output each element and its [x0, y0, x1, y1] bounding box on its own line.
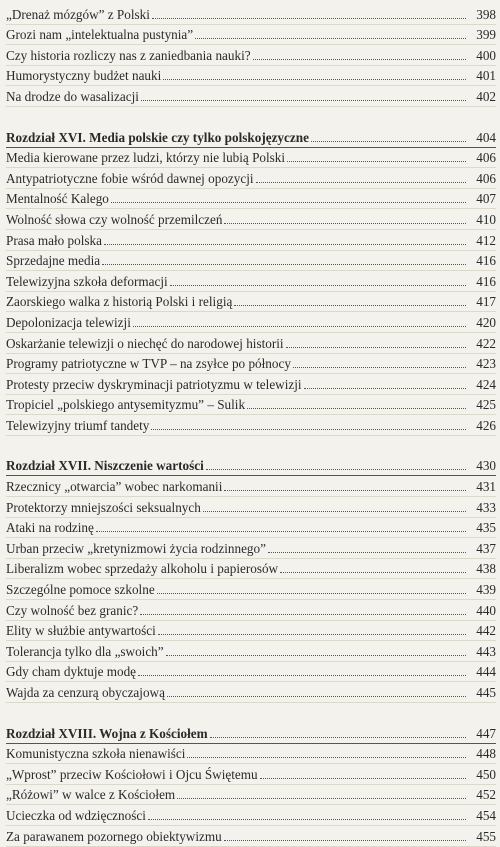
toc-entry	[6, 662, 496, 683]
entry-title: Protesty przeciw dyskryminacji patriotyzmu w telewizji	[6, 376, 302, 392]
page-number: 401	[476, 68, 496, 84]
dot-leader	[111, 202, 466, 203]
toc-entry	[6, 86, 496, 107]
entry-title: Urban przeciw „kretynizmowi życia rodzinnego”	[6, 540, 266, 556]
entry-title: Oskarżanie telewizji o niechęć do narodowej historii	[6, 335, 284, 351]
page-number: 402	[476, 88, 496, 104]
toc-entry	[6, 66, 496, 87]
page-number: 448	[476, 746, 496, 762]
toc-entry	[6, 497, 496, 518]
dot-leader	[287, 161, 466, 162]
page-number: 431	[476, 479, 496, 495]
dot-leader	[247, 408, 466, 409]
dot-leader	[148, 819, 466, 820]
page-number: 442	[476, 623, 496, 639]
entry-title: Telewizyjna szkoła deformacji	[6, 273, 168, 289]
chapter-heading	[6, 127, 496, 148]
entry-title: Wolność słowa czy wolność przemilczeń	[6, 211, 223, 227]
toc-entry	[6, 805, 496, 826]
dot-leader	[140, 614, 466, 615]
dot-leader	[104, 244, 466, 245]
dot-leader	[167, 696, 466, 697]
page-number: 412	[476, 232, 496, 248]
page-number: 422	[476, 335, 496, 351]
toc-entry	[6, 826, 496, 847]
page-number: 423	[476, 356, 496, 372]
dot-leader	[224, 490, 466, 491]
entry-title: Grozi nam „intelektualna pustynia”	[6, 27, 194, 43]
toc-entry	[6, 271, 496, 292]
page-number: 420	[476, 314, 496, 330]
dot-leader	[96, 531, 466, 532]
entry-title: Depolonizacja telewizji	[6, 314, 131, 330]
entry-title: Ataki na rodzinę	[6, 520, 94, 536]
toc-entry	[6, 292, 496, 313]
toc-entry	[6, 476, 496, 497]
toc-entry	[6, 415, 496, 436]
dot-leader	[224, 840, 466, 841]
dot-leader	[260, 778, 466, 779]
toc-entry	[6, 4, 496, 25]
entry-title: Komunistyczna szkoła nienawiści	[6, 746, 186, 762]
dot-leader	[187, 757, 466, 758]
entry-title: Za parawanem pozornego obiektywizmu	[6, 828, 222, 844]
page-number: 450	[476, 766, 496, 782]
page-number: 406	[476, 150, 496, 166]
dot-leader	[133, 326, 466, 327]
toc-entry	[6, 251, 496, 272]
chapter-heading	[6, 456, 496, 477]
entry-title: Sprzedajne media	[6, 253, 101, 269]
page-number: 435	[476, 520, 496, 536]
dot-leader	[234, 305, 466, 306]
page-number: 417	[476, 294, 496, 310]
page-number: 444	[476, 664, 496, 680]
page-number: 406	[476, 170, 496, 186]
chapter-title: Rozdział XVII. Niszczenie wartości	[6, 458, 204, 474]
dot-leader	[152, 18, 466, 19]
dot-leader	[286, 347, 466, 348]
page-number: 454	[476, 807, 496, 823]
page-number: 445	[476, 685, 496, 700]
entry-title: Mentalność Kalego	[6, 191, 109, 207]
section-gap	[6, 436, 496, 456]
toc-entry	[6, 148, 496, 169]
entry-title: „Drenaż mózgów” z Polski	[6, 6, 150, 22]
entry-title: Protektorzy mniejszości seksualnych	[6, 499, 201, 515]
toc-entry	[6, 538, 496, 559]
toc-entry	[6, 559, 496, 580]
entry-title: Programy patriotyczne w TVP – na zsyłce po północy	[6, 356, 291, 372]
dot-leader	[293, 367, 466, 368]
toc-entry	[6, 230, 496, 251]
page-number: 399	[476, 27, 496, 43]
entry-title: Prasa mało polska	[6, 232, 102, 248]
dot-leader	[206, 469, 466, 470]
page-number: 443	[476, 643, 496, 659]
page-number: 439	[476, 582, 496, 598]
toc-entry	[6, 621, 496, 642]
entry-title: Rzecznicy „otwarcia” wobec narkomanii	[6, 479, 223, 495]
entry-title: Elity w służbie antywartości	[6, 623, 156, 639]
table-of-contents	[6, 4, 496, 847]
entry-title: Czy historia rozliczy nas z zaniedbania nauki?	[6, 47, 251, 63]
chapter-title: Rozdział XVIII. Wojna z Kościołem	[6, 725, 208, 741]
toc-entry	[6, 374, 496, 395]
page-number: 398	[476, 6, 496, 22]
toc-entry	[6, 312, 496, 333]
dot-leader	[157, 593, 466, 594]
entry-title: Na drodze do wasalizacji	[6, 88, 139, 104]
entry-title: „Różowi” w walce z Kościołem	[6, 787, 176, 803]
dot-leader	[138, 675, 466, 676]
page-number: 425	[476, 397, 496, 413]
toc-entry	[6, 682, 496, 703]
toc-entry	[6, 744, 496, 765]
dot-leader	[268, 552, 466, 553]
toc-entry	[6, 579, 496, 600]
page-number: 433	[476, 499, 496, 515]
toc-entry	[6, 168, 496, 189]
toc-entry	[6, 600, 496, 621]
dot-leader	[253, 59, 466, 60]
entry-title: Tropiciel „polskiego antysemityzmu” – Sulik	[6, 397, 246, 413]
dot-leader	[203, 511, 466, 512]
toc-entry	[6, 354, 496, 375]
dot-leader	[304, 388, 466, 389]
entry-title: Wajda za cenzurą obyczajową	[6, 685, 165, 700]
entry-title: Humorystyczny budżet nauki	[6, 68, 162, 84]
page-number: 416	[476, 253, 496, 269]
page-number: 426	[476, 417, 496, 433]
entry-title: Media kierowane przez ludzi, którzy nie lubią Polski	[6, 150, 286, 166]
dot-leader	[311, 141, 466, 142]
entry-title: Tolerancja tylko dla „swoich”	[6, 643, 164, 659]
entry-title: Liberalizm wobec sprzedaży alkoholu i papierosów	[6, 561, 279, 577]
toc-entry	[6, 45, 496, 66]
dot-leader	[177, 798, 466, 799]
dot-leader	[195, 38, 466, 39]
entry-title: Antypatriotyczne fobie wśród dawnej opozycji	[6, 170, 254, 186]
page-number: 440	[476, 602, 496, 618]
toc-entry	[6, 785, 496, 806]
entry-title: Ucieczka od wdzięczności	[6, 807, 146, 823]
dot-leader	[224, 223, 466, 224]
dot-leader	[151, 429, 466, 430]
page-number: 452	[476, 787, 496, 803]
dot-leader	[166, 655, 466, 656]
toc-entry	[6, 395, 496, 416]
entry-title: Zaorskiego walka z historią Polski i religią	[6, 294, 233, 310]
dot-leader	[170, 285, 466, 286]
toc-entry	[6, 764, 496, 785]
dot-leader	[210, 737, 466, 738]
page-number: 404	[476, 129, 496, 145]
page-number: 424	[476, 376, 496, 392]
page-number: 437	[476, 540, 496, 556]
page-number: 430	[476, 458, 496, 474]
section-gap	[6, 703, 496, 723]
chapter-heading	[6, 723, 496, 744]
toc-entry	[6, 189, 496, 210]
entry-title: Telewizyjny triumf tandety	[6, 417, 150, 433]
page-number: 416	[476, 273, 496, 289]
page-number: 407	[476, 191, 496, 207]
toc-entry	[6, 333, 496, 354]
toc-entry	[6, 209, 496, 230]
toc-entry	[6, 518, 496, 539]
chapter-title: Rozdział XVI. Media polskie czy tylko polskojęzyczne	[6, 129, 309, 145]
toc-entry	[6, 641, 496, 662]
dot-leader	[102, 264, 466, 265]
dot-leader	[280, 572, 466, 573]
dot-leader	[141, 100, 466, 101]
page-number: 410	[476, 211, 496, 227]
entry-title: Gdy cham dyktuje modę	[6, 664, 137, 680]
entry-title: Szczególne pomoce szkolne	[6, 582, 155, 598]
dot-leader	[256, 182, 466, 183]
page-number: 447	[476, 725, 496, 741]
dot-leader	[163, 79, 466, 80]
page-number: 400	[476, 47, 496, 63]
page-number: 438	[476, 561, 496, 577]
section-gap	[6, 107, 496, 127]
entry-title: Czy wolność bez granic?	[6, 602, 139, 618]
entry-title: „Wprost” przeciw Kościołowi i Ojcu Świętemu	[6, 766, 258, 782]
dot-leader	[158, 634, 466, 635]
toc-entry	[6, 25, 496, 46]
page-number: 455	[476, 828, 496, 844]
